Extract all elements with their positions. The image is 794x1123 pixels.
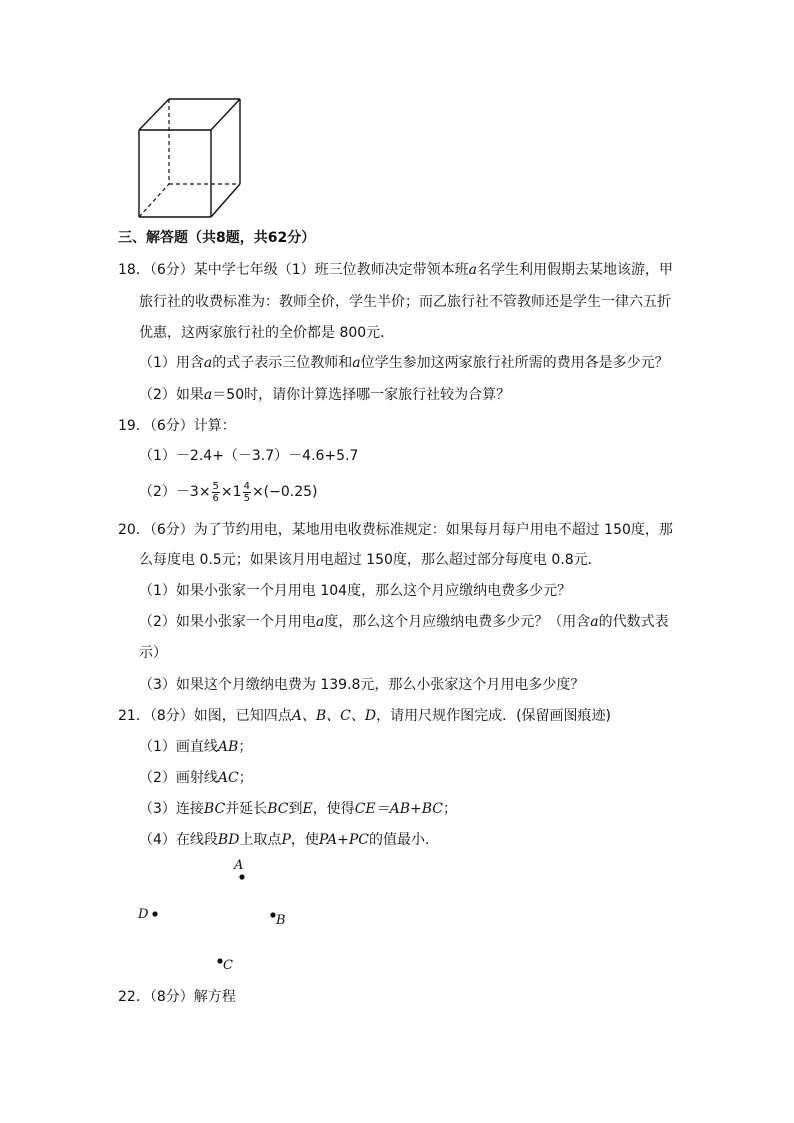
var: E bbox=[302, 801, 313, 817]
q19-part1: （1）－2.4+（－3.7）－4.6+5.7 bbox=[139, 448, 359, 464]
text: ，请用尺规作图完成．(保留画图痕迹) bbox=[376, 708, 612, 724]
point-A-label: A bbox=[234, 858, 244, 873]
var: BC bbox=[203, 801, 226, 817]
points-list: A、B、C、D bbox=[291, 708, 377, 724]
q18-part2 bbox=[139, 385, 510, 405]
times-sign: × bbox=[220, 484, 233, 500]
q20-part3: （3）如果这个月缴纳电费为 139.8元，那么小张家这个月用电多少度？ bbox=[139, 677, 585, 693]
point-C-label: C bbox=[223, 958, 233, 973]
text: 上取点 bbox=[239, 832, 282, 848]
text: ＝50时，请你计算选择哪一家旅行社较为合算？ bbox=[212, 387, 511, 403]
text: 度，那么这个月应缴纳电费多少元？（用含 bbox=[324, 614, 591, 630]
text: 的代数式表 bbox=[598, 614, 669, 630]
text: 位学生参加这两家旅行社所需的费用各是多少元？ bbox=[360, 355, 669, 371]
q18-line1 bbox=[118, 260, 673, 280]
text: 到 bbox=[288, 801, 303, 817]
q21-head bbox=[118, 706, 611, 726]
var: AC bbox=[217, 770, 239, 786]
fraction-4-5 bbox=[243, 481, 251, 504]
q20-line1: 20．（6分）为了节约用电，某地用电收费标准规定：如果每月每户用电不超过 150度，那 bbox=[118, 522, 673, 538]
q18-tail: 名学生利用假期去某地该游，甲 bbox=[477, 262, 673, 278]
point-C-dot bbox=[217, 958, 222, 963]
point-D-label: D bbox=[138, 907, 149, 922]
q21-part3 bbox=[139, 799, 457, 819]
text: （2）－3× bbox=[139, 484, 211, 500]
point-B-label: B bbox=[276, 913, 286, 928]
var: PA+PC bbox=[318, 832, 369, 848]
var-a: a bbox=[203, 387, 213, 403]
text: （2）画射线 bbox=[139, 770, 218, 786]
text: ； bbox=[238, 770, 253, 786]
text: （4）在线段 bbox=[139, 832, 218, 848]
q19-part2 bbox=[139, 478, 318, 506]
text: ，使得 bbox=[312, 801, 355, 817]
text: ，使 bbox=[290, 832, 319, 848]
mixed-integer: 1 bbox=[232, 484, 242, 500]
text: （2）如果小张家一个月用电 bbox=[139, 614, 316, 630]
text: ； bbox=[443, 801, 458, 817]
q21-part2 bbox=[139, 768, 253, 788]
var: P bbox=[281, 832, 291, 848]
text: （1）用含 bbox=[139, 355, 204, 371]
q18-line2: 旅行社的收费标准为：教师全价，学生半价；而乙旅行社不管教师还是学生一律六五折 bbox=[139, 294, 671, 310]
numerator: 4 bbox=[243, 480, 250, 492]
var-a: a bbox=[352, 355, 361, 371]
text: 的式子表示三位教师和 bbox=[212, 355, 353, 371]
text: ； bbox=[238, 739, 253, 755]
var-a: a bbox=[203, 355, 213, 371]
numerator: 5 bbox=[212, 480, 219, 492]
text: 21．（8分）如图，已知四点 bbox=[118, 708, 292, 724]
q18-part1 bbox=[139, 353, 669, 373]
denominator: 5 bbox=[243, 492, 250, 504]
q20-part2-cont: 示） bbox=[139, 645, 167, 661]
text: 并延长 bbox=[225, 801, 268, 817]
var: BC bbox=[267, 801, 289, 817]
var: BD bbox=[217, 832, 240, 848]
text: ×(−0.25) bbox=[251, 484, 318, 500]
q20-part1: （1）如果小张家一个月用电 104度，那么这个月应缴纳电费多少元？ bbox=[139, 583, 572, 599]
cube-edge bbox=[211, 99, 240, 130]
q20-line2: 么每度电 0.5元；如果该月用电超过 150度，那么超过部分每度电 0.8元． bbox=[139, 552, 602, 568]
cube-hidden-edge bbox=[139, 184, 169, 217]
text: （2）如果 bbox=[139, 387, 204, 403]
q20-part2 bbox=[139, 612, 669, 632]
cube-edge bbox=[211, 184, 240, 217]
var-a: a bbox=[590, 614, 599, 630]
cube-edge bbox=[139, 99, 169, 130]
text: （3）连接 bbox=[139, 801, 204, 817]
q21-part4 bbox=[139, 830, 439, 850]
q18-head: 18．（6分）某中学七年级（1）班三位教师决定带领本班 bbox=[118, 262, 469, 278]
q21-part1 bbox=[139, 737, 252, 757]
q18-line3: 优惠，这两家旅行社的全价都是 800元． bbox=[139, 325, 395, 341]
var-a: a bbox=[315, 614, 325, 630]
text: 的值最小． bbox=[368, 832, 439, 848]
point-B-dot bbox=[270, 912, 275, 917]
fraction-5-6 bbox=[212, 481, 220, 504]
section-title: 三、解答题（共8题，共62分） bbox=[118, 230, 316, 246]
var-a: a bbox=[468, 262, 477, 278]
denominator: 6 bbox=[212, 492, 219, 504]
var: AB bbox=[217, 739, 239, 755]
q19-head: 19．（6分）计算： bbox=[118, 418, 236, 434]
point-D-dot bbox=[152, 911, 157, 916]
text: （1）画直线 bbox=[139, 739, 218, 755]
cube-figure bbox=[0, 0, 794, 240]
q22-head: 22．（8分）解方程 bbox=[118, 989, 236, 1005]
var: CE＝AB+BC bbox=[354, 801, 444, 817]
